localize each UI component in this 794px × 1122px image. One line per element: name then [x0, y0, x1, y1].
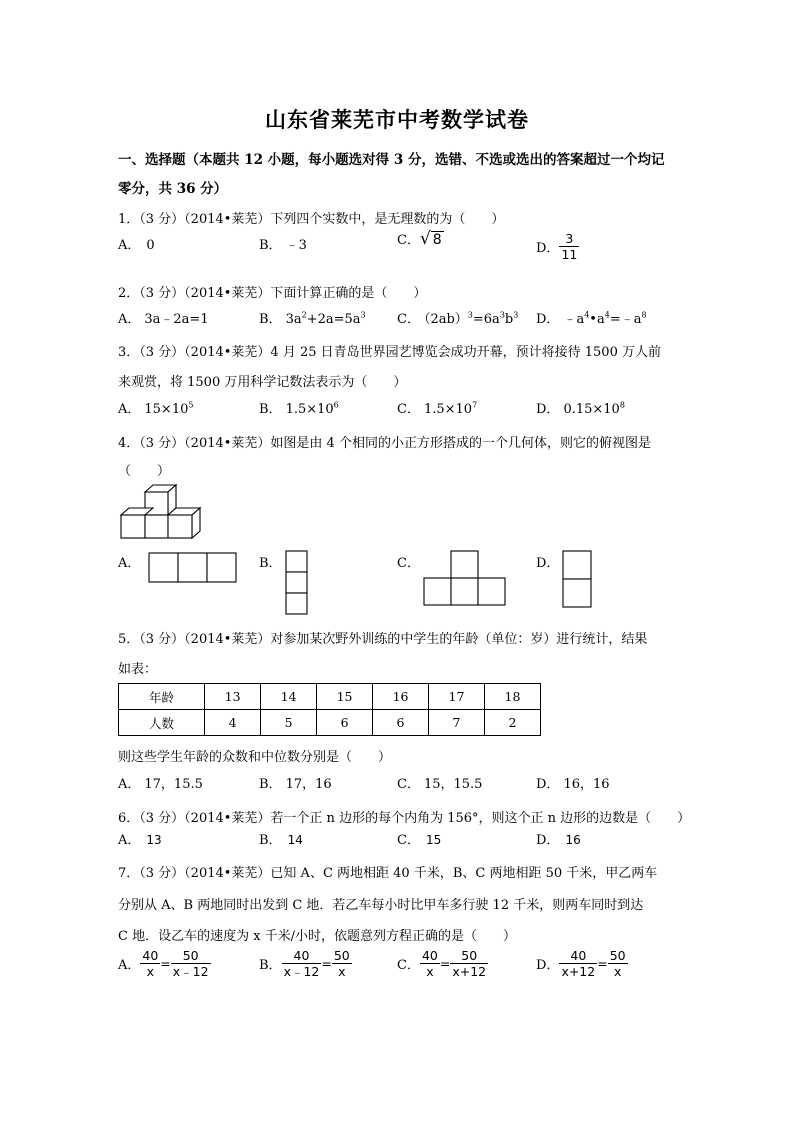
q3-option-a[interactable] — [118, 398, 193, 417]
q5-stem-line1: 5．（3 分）（2014•莱芜）对参加某次野外训练的中学生的年龄（单位：岁）进行统计，结果 — [118, 632, 648, 647]
q1-d-label: D． — [536, 241, 560, 256]
q7-option-c[interactable] — [397, 948, 488, 979]
fraction: $\frac{50}{x}$ — [609, 948, 626, 979]
q4-stem-line1: 4．（3 分）（2014•莱芜）如图是由 4 个相同的小正方形搭成的一个几何体，则它的俯视图是 — [118, 436, 651, 451]
table-cell: 15 — [317, 684, 373, 710]
table-row — [119, 684, 541, 710]
fraction: $\frac{40}{x}$ — [142, 948, 159, 979]
q5-question: 则这些学生年龄的众数和中位数分别是（ ） — [118, 750, 392, 765]
q5-c-label: C． — [397, 777, 420, 792]
q2-d-value: $﹣a^4•a^4=﹣a^8$ — [563, 310, 647, 327]
left-cube-front — [121, 515, 145, 538]
q7-c-label: C． — [397, 958, 420, 973]
q5-option-b[interactable] — [259, 773, 332, 792]
q1-c-label: C． — [397, 233, 420, 248]
q6-stem: 6．（3 分）（2014•莱芜）若一个正 n 边形的每个内角为 156°，则这个正 n 边形的边数是（ ） — [118, 811, 691, 826]
table-cell: 2 — [484, 710, 540, 736]
age-table — [118, 683, 541, 736]
table-header-cell: 人数 — [119, 710, 205, 736]
q5-option-a[interactable] — [118, 773, 203, 792]
table-cell: 6 — [373, 710, 429, 736]
q5-b-label: B． — [259, 777, 282, 792]
table-cell: 14 — [261, 684, 317, 710]
q1-option-c[interactable] — [397, 229, 444, 249]
q5-d-label: D． — [536, 777, 560, 792]
table-cell: 18 — [484, 684, 540, 710]
q6-b-value: 14 — [287, 833, 303, 847]
fraction: $\frac{50}{x}$ — [333, 948, 350, 979]
table-cell: 13 — [205, 684, 261, 710]
q1-b-value: ﹣3 — [285, 238, 307, 253]
table-header-cell: 年龄 — [119, 684, 205, 710]
q5-c-value: 15，15.5 — [423, 777, 483, 792]
q1-a-label: A． — [118, 238, 141, 253]
q3-option-b[interactable] — [259, 398, 339, 417]
equals-sign: = — [439, 956, 451, 971]
q6-option-c[interactable] — [397, 829, 441, 848]
q3-c-value: $1.5\times 10^7$ — [423, 400, 478, 417]
sqrt-8: √ 8 — [419, 229, 442, 249]
q4-option-d-figure[interactable] — [562, 550, 592, 610]
q1-option-d[interactable] — [536, 231, 579, 262]
middle-cube-front — [145, 515, 168, 538]
square — [563, 579, 591, 607]
table-cell: 7 — [429, 710, 485, 736]
q2-b-value: $3a^2+2a=5a^3$ — [285, 310, 366, 327]
q7-option-b[interactable] — [259, 948, 352, 979]
q2-b-label: B． — [259, 312, 282, 327]
q4-a-label[interactable]: A． — [118, 556, 141, 571]
q3-d-value: $0.15\times 10^8$ — [563, 400, 625, 417]
q1-stem: 1．（3 分）（2014•莱芜）下列四个实数中，是无理数的为（ ） — [118, 212, 505, 227]
q5-a-label: A． — [118, 777, 141, 792]
q7-stem-line2: 分别从 A、B 两地同时出发到 C 地．若乙车每小时比甲车多行驶 12 千米，则两车同时到达 — [118, 898, 644, 913]
fraction: $\frac{40}{x+12}$ — [561, 948, 596, 979]
q4-stem-line2: （ ） — [118, 464, 171, 479]
q4-option-a-figure[interactable] — [148, 552, 238, 584]
q6-b-label: B． — [259, 833, 282, 848]
square — [207, 553, 236, 582]
fraction: $\frac{40}{x﹣12}$ — [283, 948, 320, 979]
fraction: $\frac{50}{x﹣12}$ — [172, 948, 209, 979]
q2-c-value: $(2ab)^3=6a^3b^3$ — [423, 310, 519, 327]
q7-b-label: B． — [259, 958, 282, 973]
q2-d-label: D． — [536, 312, 560, 327]
equals-sign: = — [160, 956, 171, 971]
q2-option-c[interactable] — [397, 308, 518, 327]
q3-c-label: C． — [397, 402, 420, 417]
table-cell: 4 — [205, 710, 261, 736]
table-cell: 17 — [429, 684, 485, 710]
q5-option-c[interactable] — [397, 773, 482, 792]
q5-option-d[interactable] — [536, 773, 610, 792]
q3-a-value: $15\times 10^5$ — [144, 400, 194, 417]
q3-b-label: B． — [259, 402, 282, 417]
square — [286, 572, 307, 593]
square — [478, 578, 505, 605]
q4-c-label[interactable]: C． — [397, 556, 420, 571]
q3-option-c[interactable] — [397, 398, 477, 417]
q3-option-d[interactable] — [536, 398, 625, 417]
square — [451, 551, 478, 578]
q4-option-b-figure[interactable] — [285, 550, 309, 616]
q7-d-label: D． — [536, 958, 560, 973]
equals-sign: = — [321, 956, 332, 971]
square — [424, 578, 451, 605]
q4-solid-figure — [118, 484, 208, 550]
q6-a-value: 13 — [146, 833, 162, 847]
q2-stem: 2．（3 分）（2014•莱芜）下面计算正确的是（ ） — [118, 286, 427, 301]
q6-c-label: C． — [397, 833, 420, 848]
q3-stem-line2: 来观赏，将 1500 万用科学记数法表示为（ ） — [118, 375, 407, 390]
q1-b-label: B． — [259, 238, 282, 253]
square — [178, 553, 207, 582]
q2-option-b[interactable] — [259, 308, 366, 327]
table-cell: 5 — [261, 710, 317, 736]
q6-a-label: A． — [118, 833, 141, 848]
q2-option-a[interactable] — [118, 308, 209, 327]
q5-stem-line2: 如表： — [118, 662, 158, 677]
q6-option-d[interactable] — [536, 829, 581, 848]
table-cell: 16 — [373, 684, 429, 710]
q5-d-value: 16，16 — [563, 777, 610, 792]
table-cell: 6 — [317, 710, 373, 736]
square — [451, 578, 478, 605]
fraction: $\frac{50}{x+12}$ — [452, 948, 487, 979]
section-header-line2: 零分，共 36 分） — [118, 181, 228, 197]
q6-c-value: 15 — [425, 833, 442, 847]
right-cube-front — [168, 515, 192, 538]
q2-option-d[interactable] — [536, 308, 647, 327]
q7-a-label: A． — [118, 958, 141, 973]
q2-a-value: 3a﹣2a=1 — [144, 312, 209, 327]
square — [286, 593, 307, 614]
q6-option-b[interactable] — [259, 829, 303, 848]
q1-option-a[interactable] — [118, 234, 155, 253]
q6-d-value: 16 — [565, 833, 581, 847]
q1-option-b[interactable] — [259, 234, 307, 253]
q5-a-value: 17，15.5 — [144, 777, 203, 792]
q1-a-value: 0 — [146, 238, 155, 253]
q3-stem-line1: 3．（3 分）（2014•莱芜）4 月 25 日青岛世界园艺博览会成功开幕，预计将接待 1500 万人前 — [118, 345, 661, 360]
q2-c-label: C． — [397, 312, 420, 327]
q2-a-label: A． — [118, 312, 141, 327]
square — [286, 551, 307, 572]
q4-b-label[interactable]: B． — [259, 556, 282, 571]
q3-d-label: D． — [536, 402, 560, 417]
page-title: 山东省莱芜市中考数学试卷 — [265, 107, 529, 132]
q7-option-d[interactable] — [536, 948, 628, 979]
q7-stem-line1: 7．（3 分）（2014•莱芜）已知 A、C 两地相距 40 千米，B、C 两地相距 50 千米，甲乙两车 — [118, 866, 658, 881]
q7-stem-line3: C 地．设乙车的速度为 x 千米/小时，依题意列方程正确的是（ ） — [118, 929, 517, 944]
q3-a-label: A． — [118, 402, 141, 417]
q7-option-a[interactable] — [118, 948, 211, 979]
q4-d-label[interactable]: D． — [536, 556, 560, 571]
q4-option-c-figure[interactable] — [423, 550, 507, 606]
fraction: $\frac{40}{x}$ — [421, 948, 438, 979]
section-header-line1: 一、选择题（本题共 12 小题，每小题选对得 3 分，选错、不选或选出的答案超过一个均记 — [118, 152, 665, 168]
q5-b-value: 17，16 — [285, 777, 332, 792]
table-row — [119, 710, 541, 736]
square — [149, 553, 178, 582]
square — [563, 551, 591, 579]
fraction-3-over-11: $\frac{3}{11}$ — [561, 231, 578, 262]
equals-sign: = — [597, 956, 608, 971]
q6-d-label: D． — [536, 833, 560, 848]
q3-b-value: $1.5\times 10^6$ — [285, 400, 339, 417]
q6-option-a[interactable] — [118, 829, 162, 848]
